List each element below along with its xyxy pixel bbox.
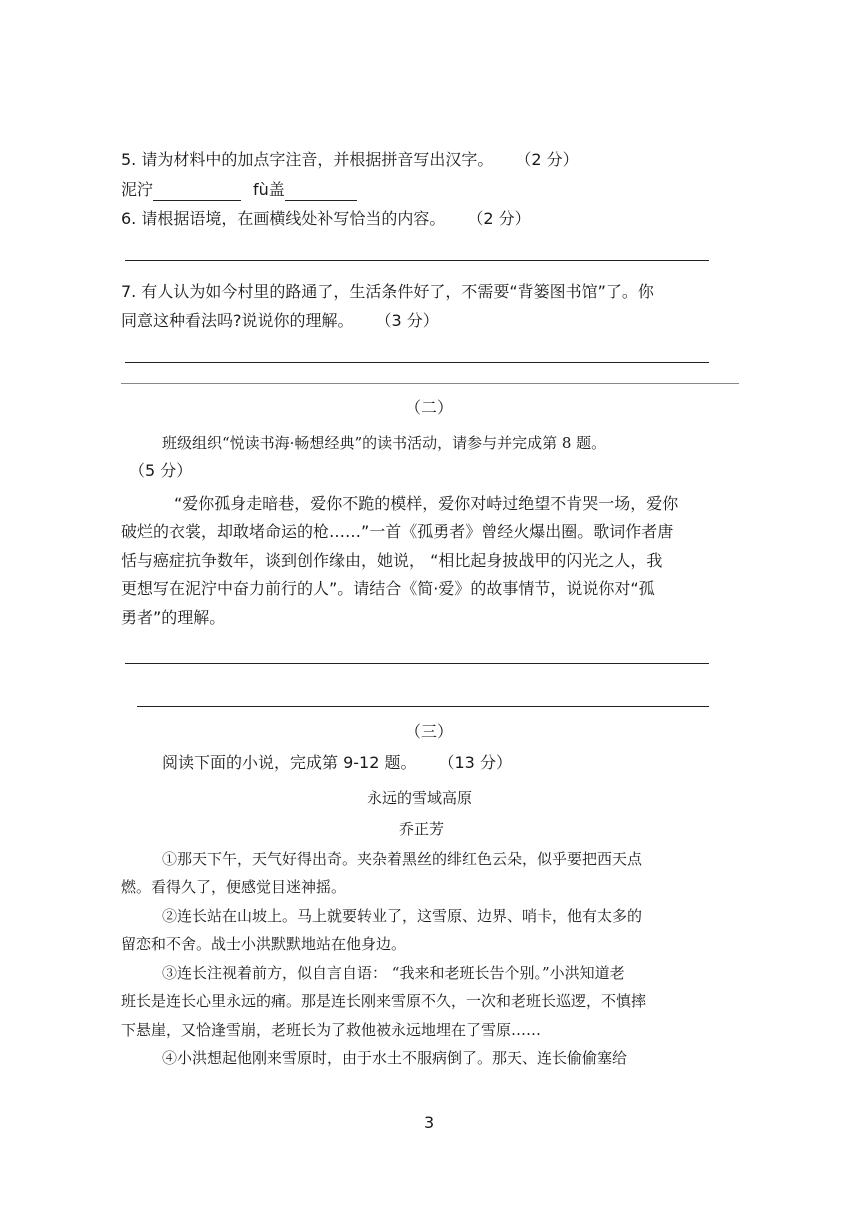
q6-text <box>121 208 531 230</box>
page-number: 3 <box>424 1113 435 1132</box>
q5-blank2[interactable] <box>285 182 357 201</box>
section2-score: （5 分） <box>129 461 193 480</box>
q6-question: 6. 请根据语境，在画横线处补写恰当的内容。 <box>121 209 446 228</box>
story-author: 乔正芳 <box>399 820 445 838</box>
q7-question: 同意这种看法吗?说说你的理解。 <box>121 311 354 330</box>
section2-heading: （二） <box>405 398 454 417</box>
story-title: 永远的雪域高原 <box>367 789 473 807</box>
section2-para-line1: “爱你孤身走暗巷，爱你不跪的模样，爱你对峙过绝望不肯哭一场，爱你 <box>174 494 679 513</box>
story-line-4: 留恋和不舍。战士小洪默默地站在他身边。 <box>121 935 407 953</box>
section3-intro-row <box>162 752 512 774</box>
section2-intro: 班级组织“悦读书海·畅想经典”的读书活动，请参与并完成第 8 题。 <box>162 434 607 452</box>
section2-para-line2: 破烂的衣裳，却敢堵命运的枪……”一首《孤勇者》曾经火爆出圈。歌词作者唐 <box>121 522 674 541</box>
q5-question: 5. 请为材料中的加点字注音，并根据拼音写出汉字。 <box>121 150 494 169</box>
q7-line2 <box>121 310 439 332</box>
story-line-3: ②连长站在山坡上。马上就要转业了，这雪原、边界、哨卡，他有太多的 <box>162 907 643 925</box>
section2-para-line4: 更想写在泥泞中奋力前行的人”。请结合《简·爱》的故事情节，说说你对“孤 <box>121 579 655 598</box>
section2-para-line5: 勇者”的理解。 <box>121 608 226 627</box>
story-line-2: 燃。看得久了，便感觉目迷神摇。 <box>121 878 347 896</box>
story-line-1: ①那天下午，天气好得出奇。夹杂着黑丝的绯红色云朵，似乎要把西天点 <box>162 850 643 868</box>
q5-blank1[interactable] <box>153 182 241 201</box>
q5-word1: 泥泞 <box>121 180 154 199</box>
q7-score: （3 分） <box>375 311 439 330</box>
section-divider <box>121 383 739 384</box>
section3-score: （13 分） <box>438 753 512 772</box>
story-line-7: 下悬崖，又恰逢雪崩，老班长为了救他被永远地埋在了雪原…… <box>121 1021 542 1039</box>
section2-para-line3: 恬与癌症抗争数年，谈到创作缘由，她说， “相比起身披战甲的闪光之人，我 <box>121 551 663 570</box>
q7-line1: 7. 有人认为如今村里的路通了，生活条件好了，不需要“背篓图书馆”了。你 <box>121 282 654 301</box>
q7-answer-line[interactable] <box>125 362 709 363</box>
q8-answer-line-2[interactable] <box>137 706 709 707</box>
q5-text <box>121 149 579 171</box>
q6-answer-line[interactable] <box>125 260 709 261</box>
q5-word2: fù盖 <box>253 180 285 199</box>
story-line-5: ③连长注视着前方，似自言自语： “我来和老班长告个别。”小洪知道老 <box>162 964 625 982</box>
section3-intro: 阅读下面的小说，完成第 9-12 题。 <box>162 753 417 772</box>
story-line-8: ④小洪想起他刚来雪原时，由于水土不服病倒了。那天、连长偷偷塞给 <box>162 1049 628 1067</box>
q8-answer-line-1[interactable] <box>125 663 709 664</box>
q5-blanks <box>121 179 357 201</box>
q5-score: （2 分） <box>515 150 579 169</box>
section3-heading: （三） <box>405 722 454 741</box>
q6-score: （2 分） <box>467 209 531 228</box>
story-line-6: 班长是连长心里永远的痛。那是连长刚来雪原不久，一次和老班长巡逻，不慎摔 <box>121 992 647 1010</box>
